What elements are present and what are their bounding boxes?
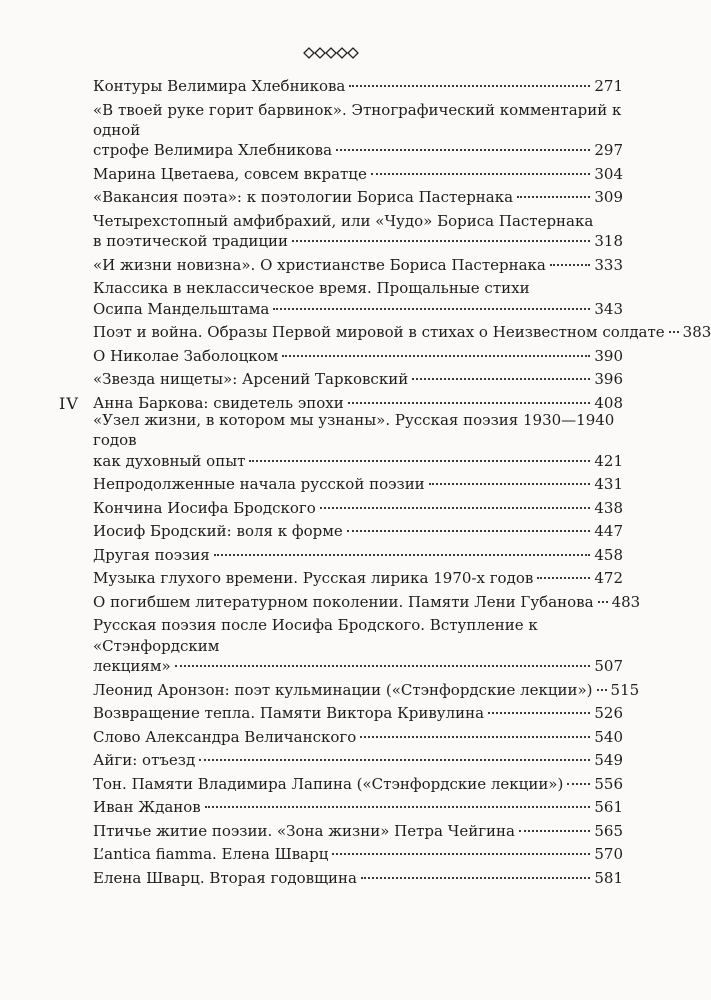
section-numeral: IV [59,394,79,413]
page-number: 472 [594,569,623,588]
toc-entry-title-line: «В твоей руке горит барвинок». Этнографический комментарий к одной [93,100,622,139]
toc-entry-title: Леонид Аронзон: поэт кульминации («Стэнфордские лекции») [93,680,593,699]
dot-leader [537,577,590,579]
toc-entry-final-line [93,774,623,794]
toc-entry-final-line [93,868,623,888]
toc-entry-title: Анна Баркова: свидетель эпохи [93,393,344,412]
dot-leader [598,601,608,603]
toc-entry [93,568,623,588]
toc-entry [93,187,623,207]
toc-entry [93,369,623,389]
page-number: 309 [594,188,623,207]
toc-entry-title: Кончина Иосифа Бродского [93,498,316,517]
dot-leader [550,264,591,266]
toc-entry [93,278,623,319]
dot-leader [199,759,590,761]
toc-entry [93,211,623,252]
toc-entry-title: «И жизни новизна». О христианстве Бориса Пастернака [93,255,546,274]
toc-entry [93,498,623,518]
toc-entry-title: Другая поэзия [93,545,210,564]
toc-entry [93,76,623,96]
page-number: 390 [594,346,623,365]
page-number: 396 [594,370,623,389]
toc-entry-final-line [93,498,623,518]
toc-entry-title-line: Русская поэзия после Иосифа Бродского. Вступление к «Стэнфордским [93,616,538,655]
page-number: 561 [594,798,623,817]
page-number: 333 [594,255,623,274]
toc-entry-title: Непродолженные начала русской поэзии [93,475,425,494]
toc-entry-title: Елена Шварц. Вторая годовщина [93,868,357,887]
toc-entry-final-line [93,346,623,366]
toc-entry-title: Возвращение тепла. Памяти Виктора Кривулина [93,704,485,723]
toc-entry [93,703,623,723]
toc-entry-title: О Николае Заболоцком [93,346,279,365]
toc-entry-final-line [93,299,623,319]
toc-entry [93,680,640,700]
toc-entry [93,821,623,841]
toc-entry-final-line [93,140,623,160]
toc-entry-final-line [93,76,623,96]
dot-leader [519,830,590,832]
dot-leader [348,402,591,404]
dot-leader [214,554,591,556]
page-number: 447 [594,522,623,541]
toc-entry-title: Контуры Велимира Хлебникова [93,77,346,95]
dot-leader [597,689,607,691]
dot-leader [412,378,590,380]
dot-leader [273,308,590,310]
page-number: 408 [594,393,623,412]
dot-leader [320,507,591,509]
toc-entry-title: Птичье житие поэзии. «Зона жизни» Петра Чейгина [93,821,515,840]
toc-entry [93,727,623,747]
toc-entry-title: Поэт и война. Образы Первой мировой в стихах о Неизвестном солдате [93,323,665,342]
dot-leader [347,530,591,532]
dot-leader [488,712,590,714]
toc-entry-title: О погибшем литературном поколении. Памяти Лени Губанова [93,592,594,611]
page-number: 526 [594,704,623,723]
toc-entry-title: Иосиф Бродский: воля к форме [93,522,343,541]
toc-entry-title: Слово Александра Величанского [93,727,357,746]
toc-entry-title: как духовный опыт [93,451,246,470]
toc-entry-final-line [93,322,711,342]
toc-entry [93,346,623,366]
toc-entry-final-line [93,680,640,700]
page-number: 540 [594,727,623,746]
toc-entry [93,521,623,541]
dot-leader [517,196,590,198]
toc-entry [93,615,623,676]
toc-entry [93,545,623,565]
toc-entry [93,164,623,184]
toc-entry-final-line [93,255,623,275]
toc-entry-title: Музыка глухого времени. Русская лирика 1970-х годов [93,569,534,588]
toc-section-3 [93,76,711,416]
dot-leader [332,853,590,855]
toc-entry [93,750,623,770]
toc-entry-title: строфе Велимира Хлебникова [93,141,333,160]
toc-entry-final-line [93,164,623,184]
toc-entry-final-line [93,568,623,588]
page-number: 570 [594,845,623,864]
toc-entry [93,844,623,864]
toc-entry-final-line [93,797,623,817]
dot-leader [282,355,590,357]
diamond-ornament [0,44,662,58]
page-number: 565 [594,821,623,840]
page-number: 304 [594,164,623,183]
toc-entry-final-line [93,821,623,841]
dot-leader [249,460,590,462]
dot-leader [361,877,590,879]
dot-leader [360,736,590,738]
toc-entry-final-line [93,231,623,251]
dot-leader [175,665,591,667]
page-number: 458 [594,545,623,564]
dot-leader [349,85,590,87]
page-number: 515 [610,680,640,699]
toc-entry [93,410,623,471]
toc-entry-final-line [93,727,623,747]
dot-leader [336,149,590,151]
page-number: 507 [594,657,623,676]
toc-entry-title: лекциям» [93,657,171,676]
page-number: 556 [594,774,623,793]
page-number: 421 [594,451,623,470]
toc-entry-title: в поэтической традиции [93,232,289,251]
toc-entry-final-line [93,656,623,676]
page-number: 343 [594,299,623,318]
toc-entry-title: Айги: отъезд [93,751,196,770]
toc-entry-final-line [93,545,623,565]
toc-entry-title-line: Классика в неклассическое время. Прощальные стихи [93,279,530,298]
page-number: 383 [682,323,711,342]
toc-entry-title: «Звезда нищеты»: Арсений Тарковский [93,370,409,389]
toc-entry [93,255,623,275]
toc-entry-final-line [93,451,623,471]
page-number: 271 [594,77,623,95]
toc-entry-final-line [93,703,623,723]
page-number: 581 [594,868,623,887]
toc-entry [93,797,623,817]
dot-leader [205,806,591,808]
page-number: 438 [594,498,623,517]
toc-entry-title: Марина Цветаева, совсем вкратце [93,164,367,183]
page-number: 431 [594,475,623,494]
toc-entry [93,100,623,161]
toc-entry-title-line: Четырехстопный амфибрахий, или «Чудо» Бориса Пастернака [93,211,594,230]
toc-entry-title: L’antica fiamma. Елена Шварц [93,845,329,864]
toc-entry [93,774,623,794]
toc-entry [93,592,641,612]
toc-entry-final-line [93,369,623,389]
toc-entry-final-line [93,474,623,494]
page-number: 483 [611,592,641,611]
toc-entry-title-line: «Узел жизни, в котором мы узнаны». Русская поэзия 1930—1940 годов [93,411,615,450]
toc-entry-final-line [93,844,623,864]
dot-leader [669,331,679,333]
toc-entry-title: Осипа Мандельштама [93,299,270,318]
toc-entry [93,868,623,888]
dot-leader [292,240,590,242]
dot-leader [371,173,591,175]
dot-leader [429,483,591,485]
toc-entry-final-line [93,592,641,612]
toc-entry-title: «Вакансия поэта»: к поэтологии Бориса Пастернака [93,188,514,207]
page-number: 318 [594,232,623,251]
toc-entry-final-line [93,750,623,770]
toc-entry [93,322,711,342]
toc-entry [93,474,623,494]
toc-entry-final-line [93,187,623,207]
dot-leader [567,783,590,785]
page-number: 297 [594,141,623,160]
toc-entry-title: Иван Жданов [93,798,201,817]
toc-entry-title: Тон. Памяти Владимира Лапина («Стэнфордские лекции») [93,774,564,793]
toc-entry-final-line [93,521,623,541]
toc-section-4 [93,410,641,891]
page-number: 549 [594,751,623,770]
diamond-chain-icon [303,47,359,59]
